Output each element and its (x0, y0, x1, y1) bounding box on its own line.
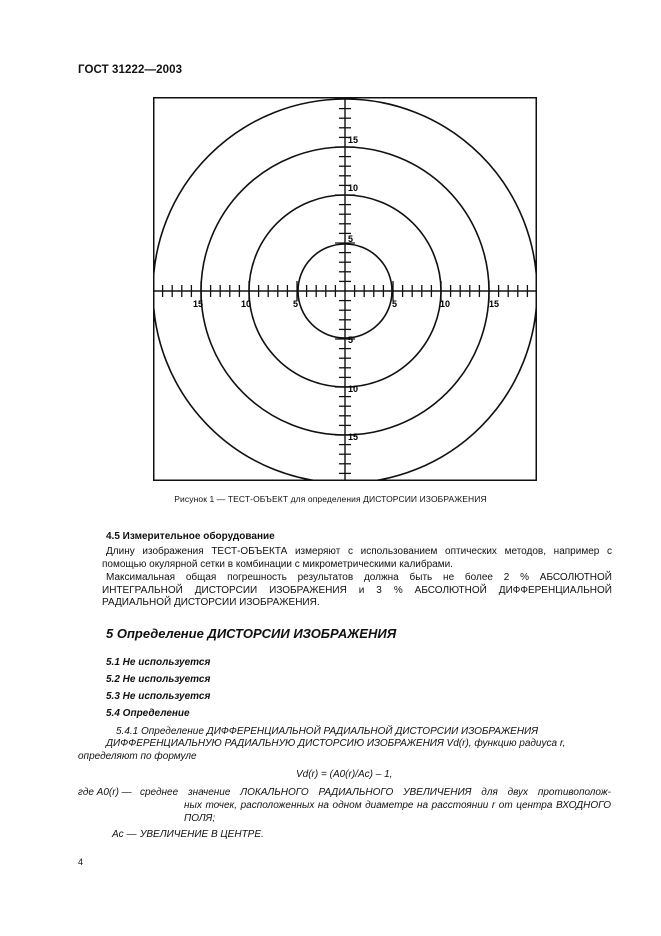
v-label-top-10: 10 (348, 183, 359, 193)
p2-line-1: Максимальная общая погрешность результатов должна быть не более 2 % АБСОЛЮТНОЙ (106, 572, 612, 583)
p1-line-1: Длину изображения ТЕСТ-ОБЪЕКТА измеряют с использованием оптических методов, например с (106, 546, 612, 557)
p2-line-3: РАДИАЛЬНОЙ ДИСТОРСИИ ИЗОБРАЖЕНИЯ. (102, 597, 320, 608)
v-label-top-5: 5 (348, 234, 354, 244)
where-line-1: среднее значение ЛОКАЛЬНОГО РАДИАЛЬНОГО УВЕЛИЧЕНИЯ для двух противополож- (140, 787, 611, 798)
ac-lead: Ac — (112, 829, 137, 840)
section-5-4-1-line-2: ДИФФЕРЕНЦИАЛЬНУЮ РАДИАЛЬНУЮ ДИСТОРСИЮ ИЗОБРАЖЕНИЯ Vd(r), функцию радиуса r, (106, 738, 566, 749)
v-label-bottom-10: 10 (348, 384, 359, 394)
h-label-right-15: 15 (489, 299, 500, 309)
p2-line-2: ИНТЕГРАЛЬНОЙ ДИСТОРСИИ ИЗОБРАЖЕНИЯ и 3 % АБСОЛЮТНОЙ ДИФФЕРЕНЦИАЛЬНОЙ (102, 584, 612, 596)
section-5-title: 5 Определение ДИСТОРСИИ ИЗОБРАЖЕНИЯ (106, 626, 397, 641)
page-number: 4 (78, 857, 84, 867)
v-label-top-15: 15 (348, 135, 359, 145)
section-4-5-paragraph-1 (102, 546, 612, 571)
v-label-bottom-15: 15 (348, 432, 359, 442)
h-label-left-5: 5 (293, 299, 299, 309)
section-5-3: 5.3 Не используется (106, 691, 211, 702)
section-4-5-title: 4.5 Измерительное оборудование (106, 531, 275, 542)
where-lead: где A0(r) — (78, 787, 132, 798)
section-5-4-1-line-1: 5.4.1 Определение ДИФФЕРЕНЦИАЛЬНОЙ РАДИАЛЬНОЙ ДИСТОРСИИ ИЗОБРАЖЕНИЯ (116, 726, 539, 737)
where-line-2: ных точек, расположенных на одном диаметре на расстоянии r от центра ВХОДНОГО (184, 800, 611, 811)
section-5-4: 5.4 Определение (106, 708, 190, 719)
ac-text: УВЕЛИЧЕНИЕ В ЦЕНТРЕ. (140, 829, 264, 840)
section-5-1: 5.1 Не используется (106, 657, 211, 668)
h-label-left-10: 10 (241, 299, 252, 309)
where-line-3: ПОЛЯ; (184, 813, 216, 824)
h-label-right-10: 10 (440, 299, 451, 309)
p1-line-2: помощью окулярной сетки в комбинации с микрометрическими калибрами. (102, 558, 453, 570)
section-5-4-1-line-3: определяют по формуле (78, 751, 197, 762)
test-object-figure (153, 97, 537, 481)
h-label-left-15: 15 (193, 299, 204, 309)
document-header: ГОСТ 31222—2003 (78, 64, 183, 76)
formula: Vd(r) = (A0(r)/Ac) – 1, (296, 769, 393, 780)
section-5-2: 5.2 Не используется (106, 674, 211, 685)
section-4-5-paragraph-2 (102, 572, 612, 610)
h-label-right-5: 5 (392, 299, 398, 309)
figure-caption: Рисунок 1 — ТЕСТ-ОБЪЕКТ для определения ДИСТОРСИИ ИЗОБРАЖЕНИЯ (174, 494, 487, 504)
v-label-bottom-5: 5 (348, 335, 354, 345)
